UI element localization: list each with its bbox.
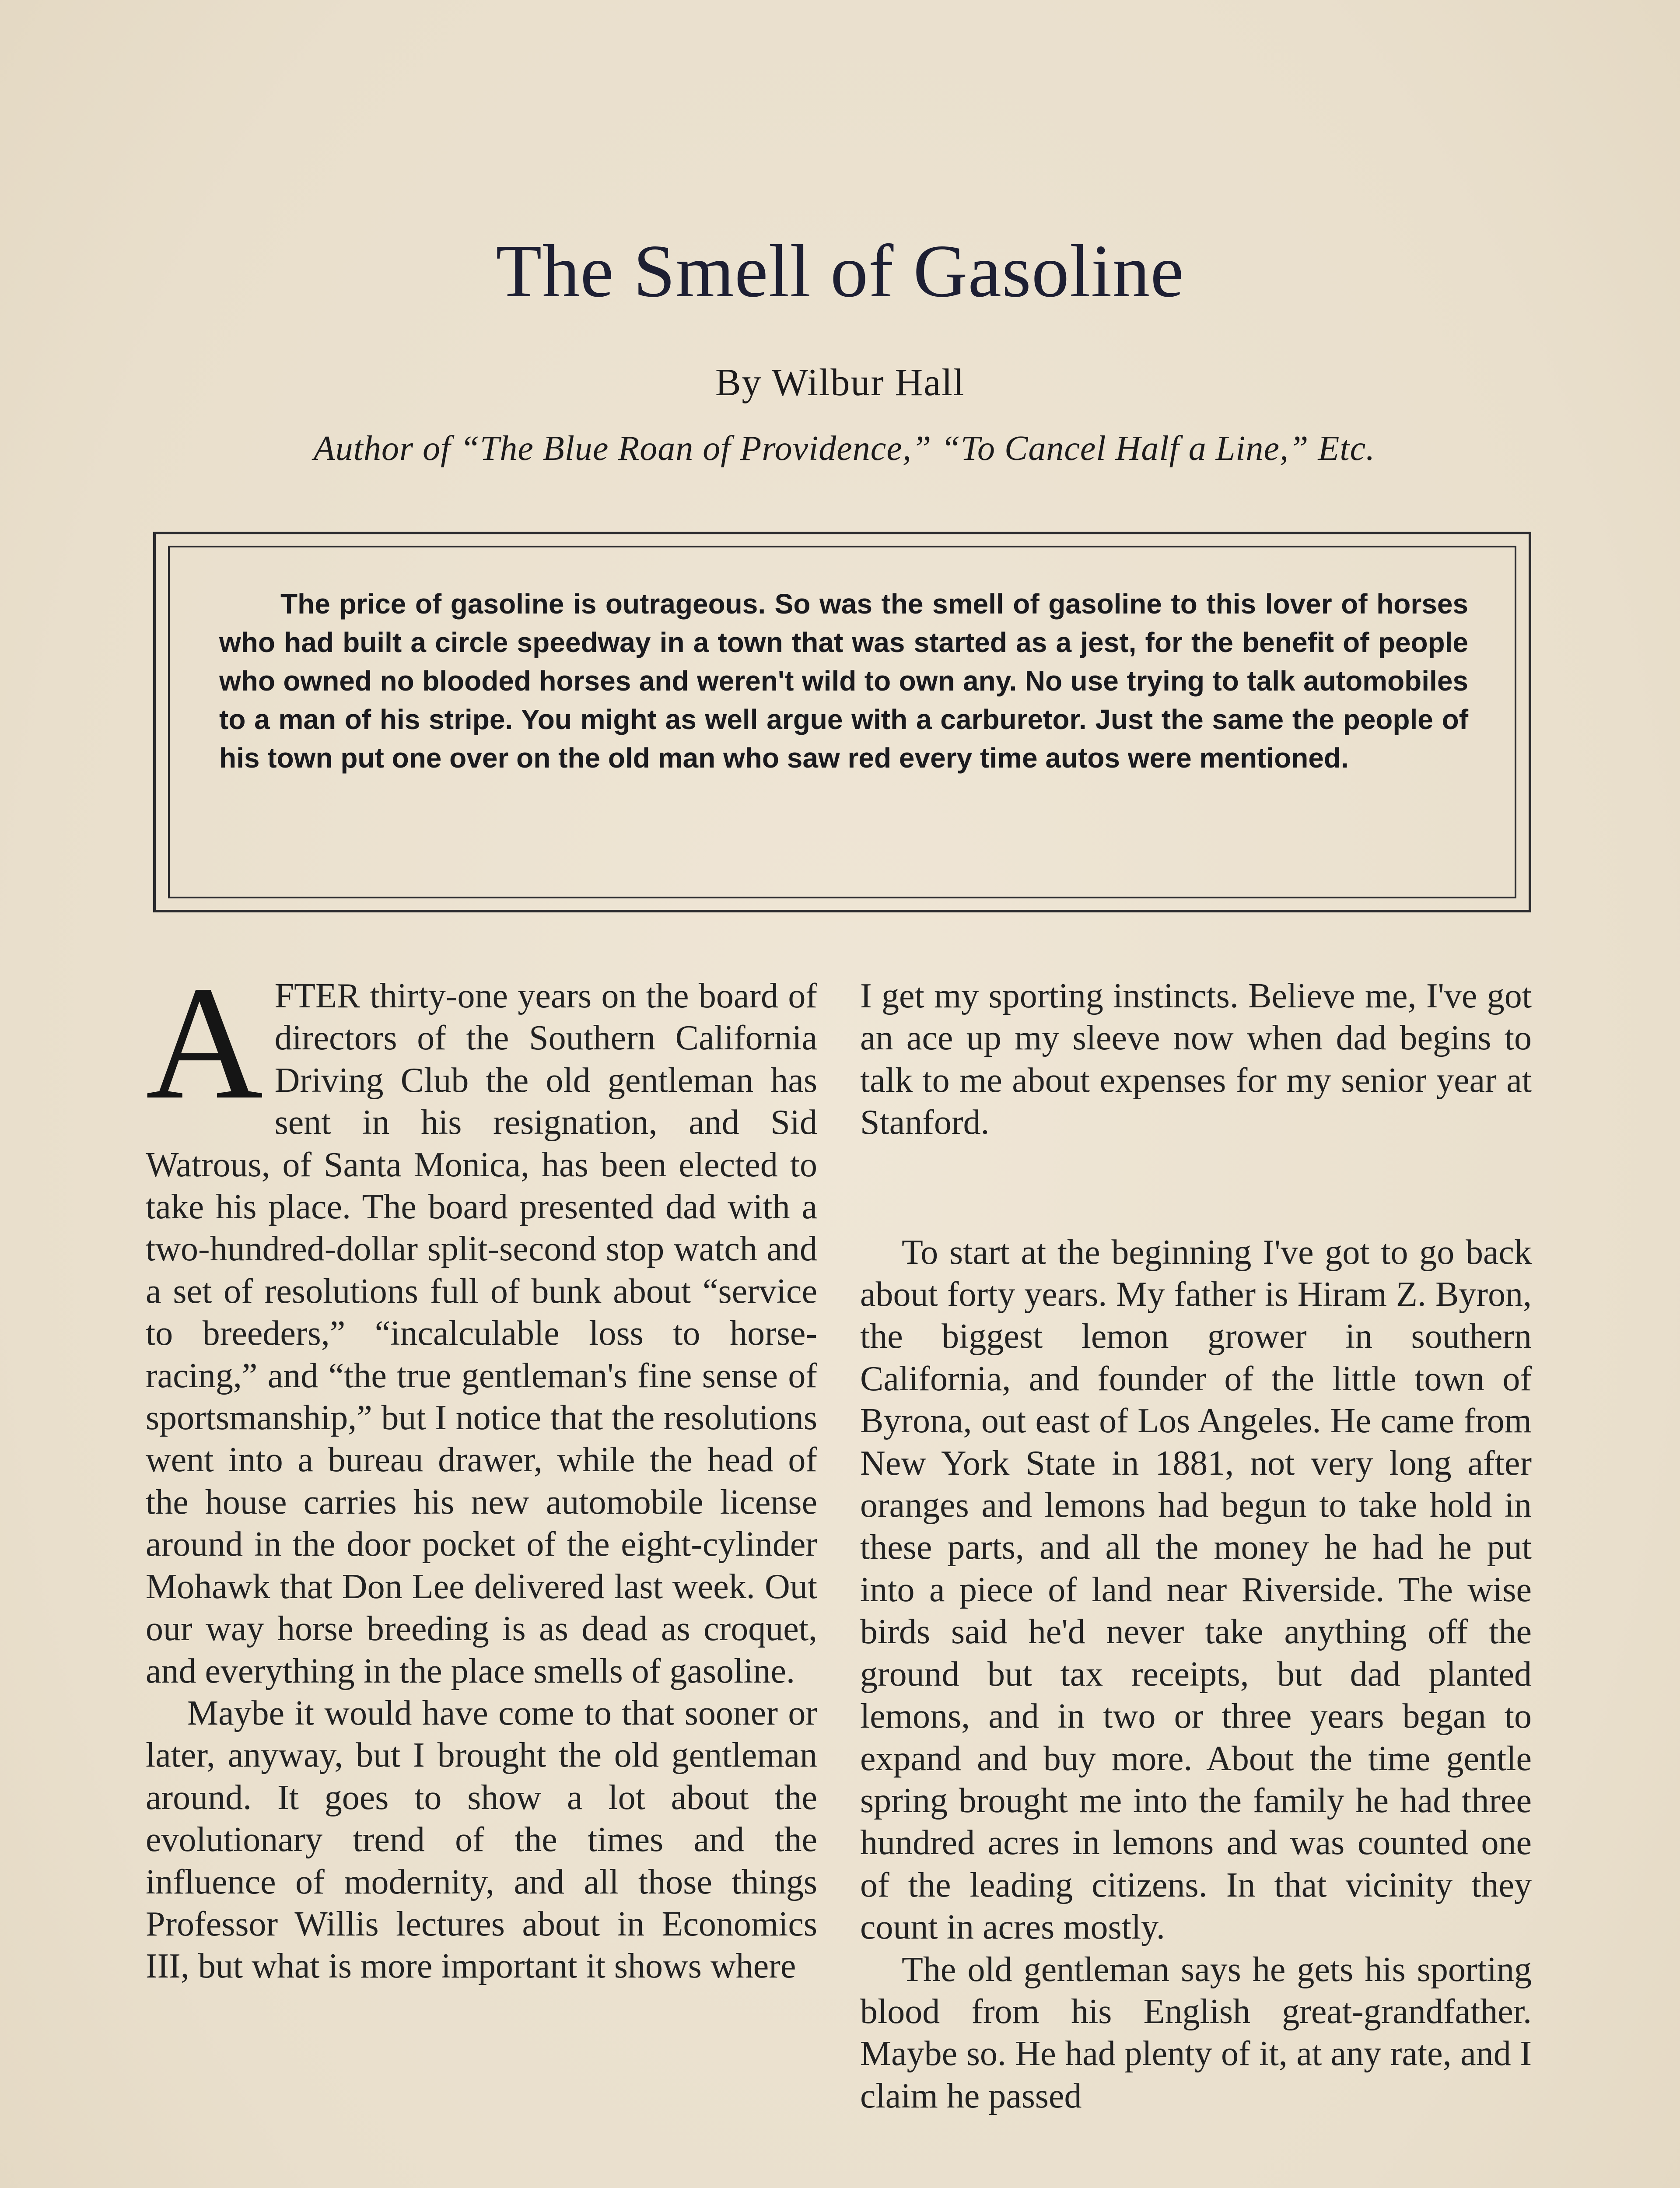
paragraph-4: To start at the beginning I've got to go back about forty years. My father is Hiram Z. Byron, the biggest lemon grower in southern California, and founder of the little town of Byrona, out east of Los Angeles. He came from New York State in 1881, not very long after oranges and lemons had begun to take hold in these parts, and all the money he had he put into a piece of land near Riverside. The wise birds said he'd never take anything off the ground but tax receipts, but dad planted lemons, and in two or three years began to expand and buy more. About the time gentle spring brought me into the family he had three hundred acres in lemons and was counted one of the leading citizens. In that vicinity they count in acres mostly. (860, 1233, 1532, 1947)
text-column-left (146, 953, 817, 1988)
section-break (860, 1144, 1532, 1231)
author-credits: Author of “The Blue Roan of Providence,” “To Cancel Half a Line,” Etc. (313, 429, 1376, 468)
drop-cap: A (146, 953, 263, 1133)
text-column-right (860, 975, 1532, 2117)
paragraph-1: FTER thirty-one years on the board of directors of the Southern California Driving Club the old gentleman has sent in his resignation, and Sid Watrous, of Santa Monica, has been elected to take his place. The board presented dad with a two-hundred-dollar split-second stop watch and a set of resolutions full of bunk about “service to breeders,” “incalculable loss to horse-racing,” and “the true gentleman's fine sense of sportsmanship,” but I notice that the resolutions went into a bureau drawer, while the head of the house carries his new automobile license around in the door pocket of the eight-cylinder Mohawk that Don Lee delivered last week. Out our way horse breeding is as dead as croquet, and everything in the place smells of gasoline. (146, 977, 817, 1690)
paragraph-5: The old gentleman says he gets his sporting blood from his English great-grandfather. Maybe so. He had plenty of it, at any rate, and I claim he passed (860, 1950, 1532, 2115)
summary-box (153, 532, 1531, 912)
paragraph-2: Maybe it would have come to that sooner or later, anyway, but I brought the old gentleman around. It goes to show a lot about the evolutionary trend of the times and the influence of modernity, and all those things Professor Willis lectures about in Economics III, but what is more important it shows where (146, 1694, 817, 1986)
summary-text: The price of gasoline is outrageous. So was the smell of gasoline to this lover of horses who had built a circle speedway in a town that was started as a jest, for the benefit of people who owned no blooded horses and weren't wild to own any. No use trying to talk automobiles to a man of his stripe. You might as well argue with a carburetor. Just the same the people of his town put one over on the old man who saw red every time autos were mentioned. (219, 588, 1468, 774)
article-title: The Smell of Gasoline (496, 230, 1184, 313)
author-byline: By Wilbur Hall (715, 361, 965, 404)
paragraph-3: I get my sporting instincts. Believe me, I've got an ace up my sleeve now when dad begins to talk to me about expenses for my senior year at Stanford. (860, 977, 1532, 1142)
